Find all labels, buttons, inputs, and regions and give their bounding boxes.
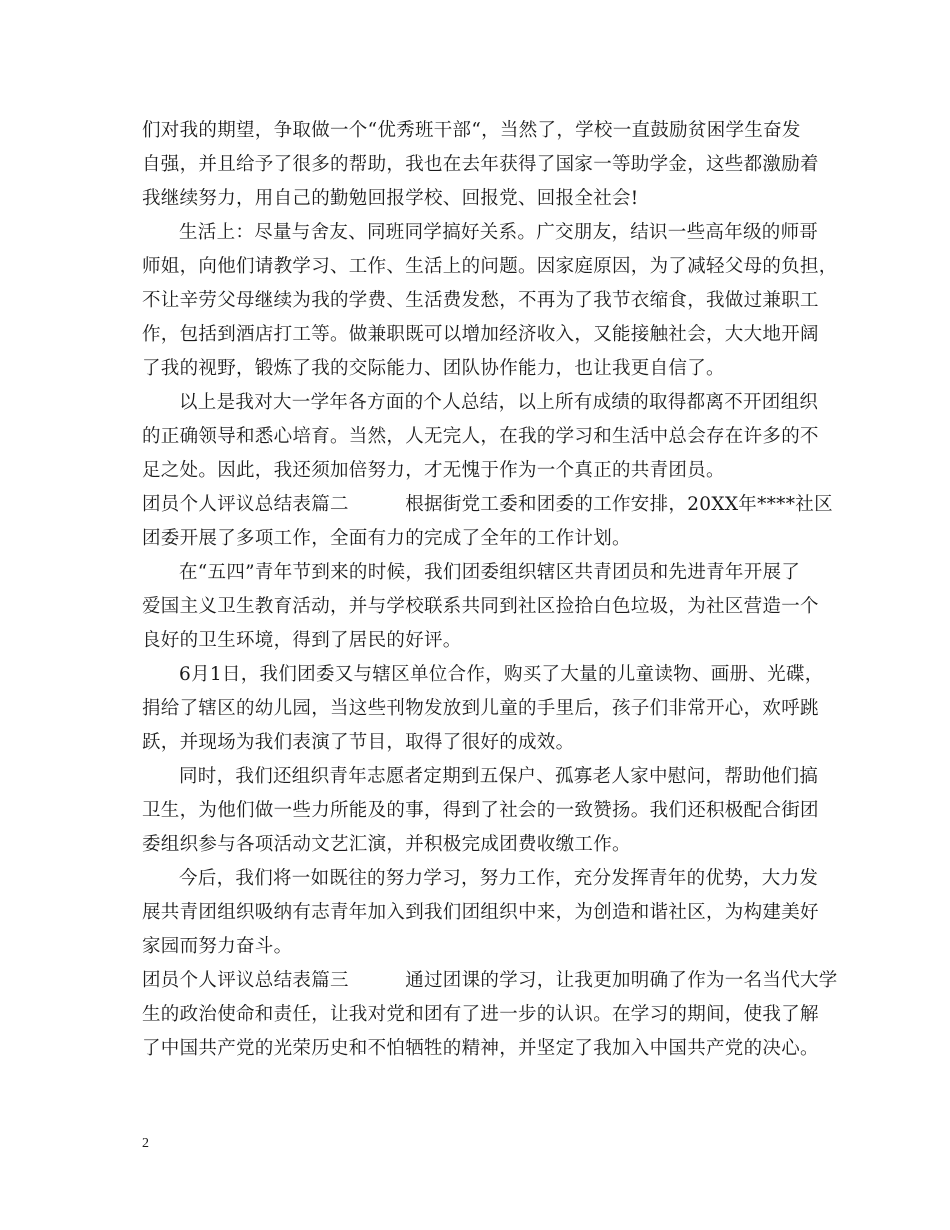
text-line: 跃，并现场为我们表演了节目，取得了很好的成效。 [142,732,575,753]
text-line: 今后，我们将一如既往的努力学习，努力工作，充分发挥青年的优势，大力发 [179,868,819,889]
page-number: 2 [142,1136,149,1151]
text-line: 团员个人评议总结表篇三 通过团课的学习，让我更加明确了作为一名当代大学 [142,970,838,991]
text-line: 团员个人评议总结表篇二 根据街党工委和团委的工作安排，20XX年****社区 [142,494,833,515]
text-line: 不让辛劳父母继续为我的学费、生活费发愁，不再为了我节衣缩食，我做过兼职工 [142,290,819,311]
text-line: 团委开展了多项工作，全面有力的完成了全年的工作计划。 [142,528,631,549]
text-line: 生的政治使命和责任，让我对党和团有了进一步的认识。在学习的期间，使我了解 [142,1004,819,1025]
text-line: 了我的视野，锻炼了我的交际能力、团队协作能力，也让我更自信了。 [142,358,725,379]
text-line: 师姐，向他们请教学习、工作、生活上的问题。因家庭原因，为了减轻父母的负担， [142,256,838,277]
text-line: 以上是我对大一学年各方面的个人总结，以上所有成绩的取得都离不开团组织 [179,392,819,413]
text-line: 爱国主义卫生教育活动，并与学校联系共同到社区捡拾白色垃圾，为社区营造一个 [142,596,819,617]
text-line: 展共青团组织吸纳有志青年加入到我们团组织中来，为创造和谐社区，为构建美好 [142,902,819,923]
text-line: 6月1日，我们团委又与辖区单位合作，购买了大量的儿童读物、画册、光碟， [179,664,824,685]
text-line: 的正确领导和悉心培育。当然，人无完人，在我的学习和生活中总会存在许多的不 [142,426,819,447]
text-line: 在“五四”青年节到来的时候，我们团委组织辖区共青团员和先进青年开展了 [179,562,801,583]
text-line: 委组织参与各项活动文艺汇演，并积极完成团费收缴工作。 [142,834,631,855]
text-line: 家园而努力奋斗。 [142,936,293,957]
text-line: 我继续努力，用自己的勤勉回报学校、回报党、回报全社会! [142,188,639,209]
text-line: 自强，并且给予了很多的帮助，我也在去年获得了国家一等助学金，这些都激励着 [142,154,819,175]
text-line: 同时，我们还组织青年志愿者定期到五保户、孤寡老人家中慰问，帮助他们搞 [179,766,819,787]
text-line: 生活上：尽量与舍友、同班同学搞好关系。广交朋友，结识一些高年级的师哥 [179,222,819,243]
text-line: 卫生，为他们做一些力所能及的事，得到了社会的一致赞扬。我们还积极配合街团 [142,800,819,821]
document-body [142,114,838,1066]
text-line: 了中国共产党的光荣历史和不怕牺牲的精神，并坚定了我加入中国共产党的决心。 [142,1038,819,1059]
text-line: 足之处。因此，我还须加倍努力，才无愧于作为一个真正的共青团员。 [142,460,725,481]
text-line: 作，包括到酒店打工等。做兼职既可以增加经济收入，又能接触社会，大大地开阔 [142,324,819,345]
text-line: 捐给了辖区的幼儿园，当这些刊物发放到儿童的手里后，孩子们非常开心，欢呼跳 [142,698,819,719]
text-line: 良好的卫生环境，得到了居民的好评。 [142,630,462,651]
text-line: 们对我的期望，争取做一个“优秀班干部“，当然了，学校一直鼓励贫困学生奋发 [142,120,801,141]
